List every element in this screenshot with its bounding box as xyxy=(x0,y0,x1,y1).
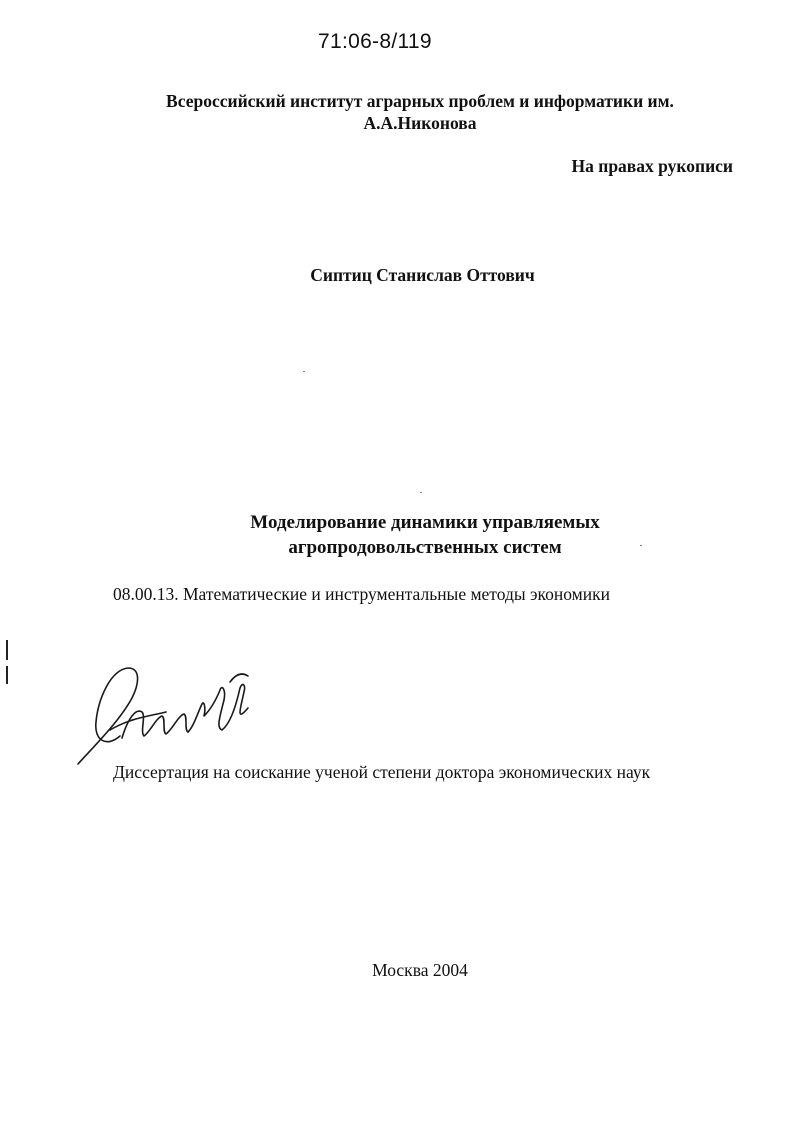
title-line-2: агропродовольственных систем xyxy=(288,537,562,558)
archive-stamp-code: 71:06-8/119 xyxy=(318,30,432,53)
city-year: Москва 2004 xyxy=(372,960,468,980)
scan-speck xyxy=(420,492,422,493)
manuscript-rights-note: На правах рукописи xyxy=(571,156,733,176)
title-line-1: Моделирование динамики управляемых xyxy=(250,512,600,533)
handwritten-signature xyxy=(70,660,260,775)
dissertation-title xyxy=(120,510,730,560)
dissertation-degree-note: Диссертация на соискание ученой степени доктора экономических наук xyxy=(113,762,651,782)
institute-line-1: Всероссийский институт аграрных проблем и информатики им. xyxy=(166,91,674,111)
margin-mark xyxy=(6,640,8,660)
institute-line-2: А.А.Никонова xyxy=(363,113,477,133)
author-name: Сиптиц Станислав Оттович xyxy=(310,265,535,285)
institute-name xyxy=(100,90,740,134)
specialty-code: 08.00.13. Математические и инструментальные методы экономики xyxy=(113,584,610,604)
scan-speck xyxy=(303,371,305,372)
margin-mark xyxy=(6,666,8,684)
